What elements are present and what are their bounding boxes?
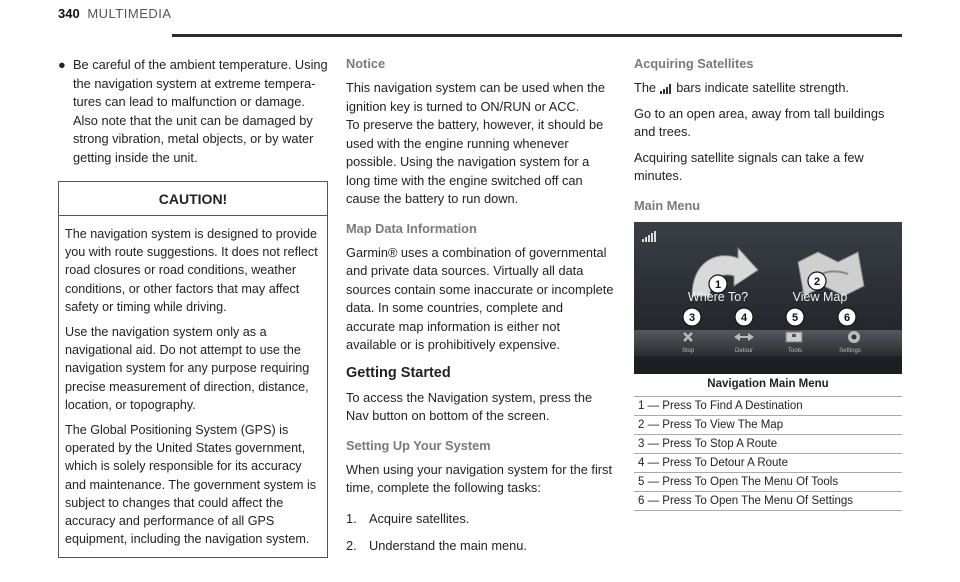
legend-row: 3 — Press To Stop A Route (634, 435, 902, 454)
callout-3: 3 (688, 312, 696, 324)
callout-2: 2 (813, 276, 821, 288)
tools-label: Tools (787, 348, 803, 354)
satellites-paragraph: Go to an open area, away from tall buildings and trees. (634, 105, 885, 139)
caution-paragraph: Use the navigation system only as a navigational aid. Do not attempt to use the navigation system for any purpose requiring precise measurement of direction, distance, location, or topography. (65, 325, 310, 412)
settings-label: Settings (839, 348, 861, 354)
satellites-paragraph: The bars indicate satellite strength. (634, 80, 850, 95)
legend-row: 4 — Press To Detour A Route (634, 454, 902, 473)
bullet-item (58, 56, 328, 167)
map-data-paragraph: Garmin® uses a combination of governmental and private data sources. Virtually all data sources contain some inaccurate or incomplete data. In some countries, complete and accurate map information is either not available or is prohibitively expensive. (346, 244, 614, 352)
caution-paragraph: The navigation system is designed to provide you with route suggestions. It does not reflect road closures or road conditions, weather conditions, or other factors that may affect safety or timing while driving. (65, 227, 318, 314)
legend-table (634, 396, 902, 511)
callout-5: 5 (791, 312, 799, 324)
column-1 (58, 56, 328, 558)
page-number: 340 (58, 6, 80, 21)
page-header (58, 6, 172, 21)
legend-row: 5 — Press To Open The Menu Of Tools (634, 473, 902, 492)
caution-box (58, 181, 328, 558)
legend-row: 2 — Press To View The Map (634, 416, 902, 435)
legend-row: 6 — Press To Open The Menu Of Settings (634, 492, 902, 511)
setup-heading: Setting Up Your System (346, 437, 491, 453)
notice-paragraph: This navigation system can be used when the ignition key is turned to ON/RUN or ACC. (346, 80, 605, 114)
list-item: 1. Acquire satellites. (346, 510, 470, 526)
stop-label: Stop (681, 348, 695, 354)
view-map-label: View Map (792, 290, 848, 304)
task-list (346, 510, 614, 556)
notice-heading: Notice (346, 56, 386, 71)
list-item: 2. Understand the main menu. (346, 538, 527, 553)
settings-icon (848, 331, 860, 343)
setup-paragraph: When using your navigation system for the first time, complete the following tasks: (346, 461, 613, 495)
figure-caption: Navigation Main Menu (707, 378, 829, 390)
menu-screen-svg (634, 222, 902, 374)
section-title: MULTIMEDIA (87, 6, 172, 21)
column-2 (346, 56, 614, 565)
map-data-heading: Map Data Information (346, 220, 477, 236)
getting-started-heading: Getting Started (346, 364, 451, 381)
navigation-main-menu-image (634, 222, 902, 374)
caution-paragraph: The Global Positioning System (GPS) is operated by the United States government, which is solely responsible for its accuracy and maintenance. The government system is subject to changes that could affect the accuracy and performance of all GPS equipment, including the navigation system. (65, 423, 317, 547)
callout-1: 1 (714, 279, 722, 291)
callout-6: 6 (843, 312, 851, 324)
satellites-paragraph: Acquiring satellite signals can take a few minutes. (634, 149, 864, 183)
satellites-heading: Acquiring Satellites (634, 56, 754, 71)
notice-paragraph: To preserve the battery, however, it should be used with the engine running whenever possible. Using the navigation system for a long time with the engine switched off can cause the battery to run down. (346, 117, 604, 206)
header-rule (172, 34, 902, 37)
callout-4: 4 (740, 312, 748, 324)
where-to-label: Where To? (687, 290, 749, 304)
detour-label: Detour (734, 348, 754, 354)
bullet-icon: ● (58, 57, 66, 72)
caution-title: CAUTION! (59, 182, 327, 216)
getting-started-paragraph: To access the Navigation system, press the Nav button on bottom of the screen. (346, 389, 593, 423)
bullet-text: Be careful of the ambient temperature. Using the navigation system at extreme tempera-tures can lead to malfunction or damage. Also note that the unit can be damaged by strong vibration, metal objects, or by water getting inside the unit. (73, 57, 328, 165)
signal-bars-icon (660, 83, 673, 94)
tools-icon (786, 332, 802, 342)
column-3 (634, 56, 904, 221)
legend-row: 1 — Press To Find A Destination (634, 396, 902, 416)
main-menu-heading: Main Menu (634, 197, 701, 213)
